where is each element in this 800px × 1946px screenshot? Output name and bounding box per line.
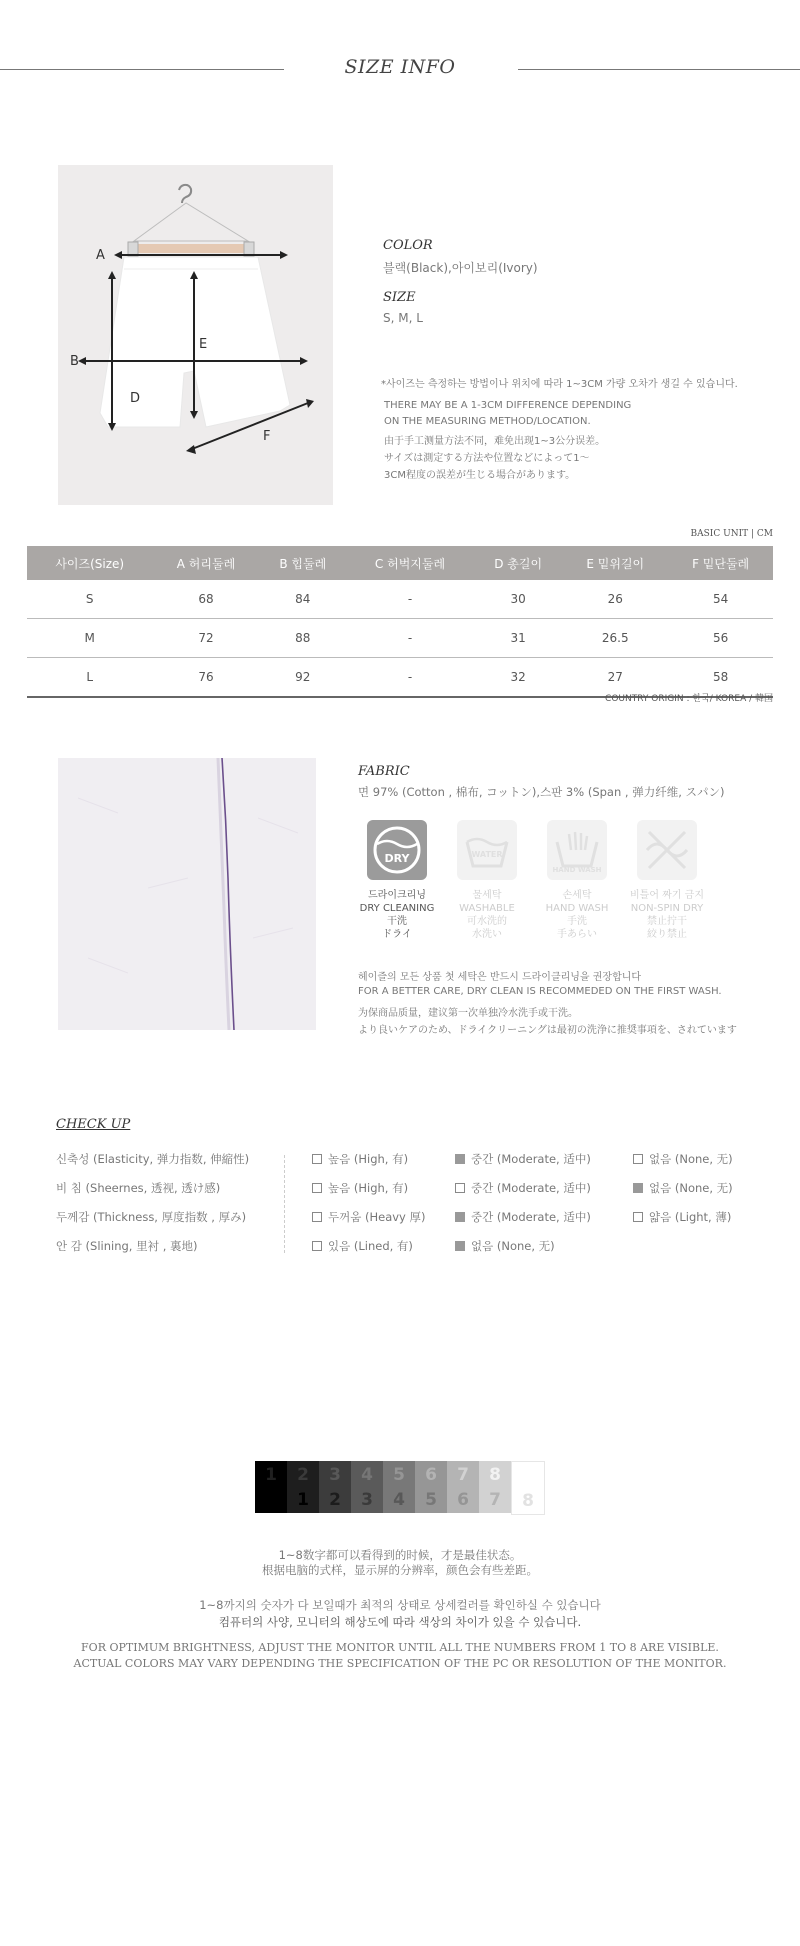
swatch-number-top: 5 [393, 1465, 405, 1485]
brightness-swatch [383, 1461, 415, 1513]
fabric-closeup [58, 758, 316, 1030]
size-note-en-1: THERE MAY BE A 1-3CM DIFFERENCE DEPENDING [384, 400, 632, 411]
table-cell: 30 [474, 580, 562, 619]
col-rise: E 밑위길이 [562, 546, 668, 580]
checkup-label-sheerness: 비 침 (Sheernes, 透视, 透け感) [56, 1181, 221, 1195]
checkbox-empty [312, 1212, 322, 1222]
size-note-en-2: ON THE MEASURING METHOD/LOCATION. [384, 416, 591, 427]
brightness-swatch [287, 1461, 319, 1513]
checkup-option: 중간 (Moderate, 适中) [455, 1151, 591, 1167]
care-label-dry: 드라이크리닝 DRY CLEANING 干洗 ドライ [359, 890, 435, 940]
checkup-option: 없음 (None, 无) [633, 1151, 733, 1167]
dry-clean-icon [367, 820, 427, 880]
swatch-number-bottom: 8 [522, 1491, 534, 1511]
table-cell: 72 [152, 619, 259, 658]
care-notice-en: FOR A BETTER CARE, DRY CLEAN IS RECOMMEDED ON THE FIRST WASH. [358, 986, 722, 997]
swatch-number-top: 7 [457, 1465, 469, 1485]
measure-label-a: A [96, 248, 105, 263]
monitor-note-ko-2: 컴퓨터의 사양, 모니터의 해상도에 따라 색상의 차이가 있을 수 있습니다. [218, 1615, 582, 1629]
checkup-divider [284, 1155, 285, 1253]
care-label-spin: 비틀어 짜기 금지 NON-SPIN DRY 禁止拧干 絞り禁止 [630, 890, 704, 940]
care-notice-ko: 헤이즐의 모든 상품 첫 세탁은 반드시 드라이클리닝을 권장합니다 [358, 972, 642, 983]
checkup-option: 높음 (High, 有) [312, 1180, 408, 1196]
size-value: S, M, L [383, 311, 423, 325]
checkbox-empty [633, 1154, 643, 1164]
checkbox-filled [455, 1154, 465, 1164]
no-spin-dry-glyph [637, 820, 697, 880]
brightness-swatch [415, 1461, 447, 1513]
no-spin-dry-icon [637, 820, 697, 880]
table-cell: 56 [668, 619, 773, 658]
table-cell: 88 [260, 619, 347, 658]
swatch-number-top: 8 [489, 1465, 501, 1485]
col-length: D 총길이 [474, 546, 562, 580]
table-row [27, 619, 773, 658]
table-cell: 32 [474, 658, 562, 698]
col-waist: A 허리둘레 [152, 546, 259, 580]
checkup-title: CHECK UP [56, 1117, 131, 1132]
checkbox-filled [455, 1241, 465, 1251]
table-cell: 54 [668, 580, 773, 619]
monitor-note-cn-1: 1~8数字都可以看得到的时候，才是最佳状态。 [278, 1548, 522, 1562]
swatch-number-top: 4 [361, 1465, 373, 1485]
swatch-number-bottom: 4 [393, 1490, 405, 1510]
checkup-option: 두꺼움 (Heavy 厚) [312, 1209, 426, 1225]
monitor-note-en-2: ACTUAL COLORS MAY VARY DEPENDING THE SPECIFICATION OF THE PC OR RESOLUTION OF THE MONITOR. [73, 1657, 727, 1670]
table-cell: - [346, 658, 474, 698]
table-cell: 92 [260, 658, 347, 698]
checkbox-empty [633, 1212, 643, 1222]
swatch-number-bottom: 7 [489, 1490, 501, 1510]
swatch-number-bottom: 6 [457, 1490, 469, 1510]
table-cell: - [346, 580, 474, 619]
checkup-option: 얇음 (Light, 薄) [633, 1209, 731, 1225]
table-row [27, 580, 773, 619]
size-table-header [27, 546, 773, 580]
checkbox-filled [633, 1183, 643, 1193]
care-label-water: 물세탁 WASHABLE 可水洗的 水洗い [459, 890, 515, 940]
care-notice-jp: より良いケアのため、ドライクリーニングは最初の洗浄に推奨事項を、されています [358, 1025, 737, 1036]
monitor-note-ko-1: 1~8까지의 숫자가 다 보일때가 최적의 상태로 상세컬러를 확인하실 수 있습니다 [199, 1598, 601, 1612]
size-note-ko: *사이즈는 측정하는 방법이나 위치에 따라 1~3CM 가량 오차가 생길 수 있습니다. [381, 379, 738, 390]
size-table [27, 546, 773, 698]
checkup-label-elasticity: 신축성 (Elasticity, 弹力指数, 伸縮性) [56, 1152, 250, 1166]
checkup-option: 높음 (High, 有) [312, 1151, 408, 1167]
checkup-option: 있음 (Lined, 有) [312, 1238, 413, 1254]
care-label-hand: 손세탁 HAND WASH 手洗 手あらい [545, 890, 609, 940]
wash-tub-icon [457, 820, 517, 880]
checkup-label-lining: 안 감 (Slining, 里衬 , 裏地) [56, 1239, 198, 1253]
size-note-jp-2: 3CM程度の誤差が生じる場合があります。 [384, 470, 576, 481]
table-cell: 31 [474, 619, 562, 658]
checkbox-filled [455, 1212, 465, 1222]
checkup-option: 없음 (None, 无) [455, 1238, 555, 1254]
monitor-note-cn-2: 根据电脑的式样，显示屏的分辨率，颜色会有些差距。 [262, 1563, 538, 1577]
table-cell: - [346, 619, 474, 658]
hand-wash-badge: HAND WASH [552, 866, 602, 874]
table-cell: S [27, 580, 152, 619]
size-note-cn: 由于手工测量方法不同，难免出现1~3公分误差。 [384, 436, 606, 447]
checkup-label-thickness: 두께감 (Thickness, 厚度指数 , 厚み) [56, 1210, 247, 1224]
checkbox-empty [312, 1241, 322, 1251]
table-cell: M [27, 619, 152, 658]
fabric-value: 면 97% (Cotton , 棉布, コットン),스판 3% (Span , 弹力纤维, スパン) [358, 785, 725, 799]
col-size: 사이즈(Size) [27, 546, 152, 580]
brightness-swatch [319, 1461, 351, 1513]
color-value: 블랙(Black),아이보리(Ivory) [383, 261, 538, 275]
swatch-number-top: 2 [297, 1465, 309, 1485]
col-hem: F 밑단둘레 [668, 546, 773, 580]
garment-diagram [58, 165, 333, 505]
size-note-jp-1: サイズは測定する方法や位置などによって1～ [384, 453, 590, 464]
swatch-number-bottom: 5 [425, 1490, 437, 1510]
checkbox-empty [312, 1154, 322, 1164]
table-cell: 58 [668, 658, 773, 698]
brightness-swatch [351, 1461, 383, 1513]
swatch-number-bottom: 3 [361, 1490, 373, 1510]
country-origin: COUNTRY ORIGIN : 한국/ KOREA / 韓国 [605, 694, 773, 704]
swatch-number-bottom: 1 [297, 1490, 309, 1510]
unit-label: BASIC UNIT | CM [690, 529, 773, 539]
fabric-heading: FABRIC [358, 764, 410, 779]
table-cell: 68 [152, 580, 259, 619]
table-cell: 26 [562, 580, 668, 619]
garment-illustration [58, 165, 333, 505]
col-hip: B 힙둘레 [260, 546, 347, 580]
checkup-option: 중간 (Moderate, 适中) [455, 1180, 591, 1196]
swatch-number-top: 1 [265, 1465, 277, 1485]
monitor-note-en-1: FOR OPTIMUM BRIGHTNESS, ADJUST THE MONITOR UNTIL ALL THE NUMBERS FROM 1 TO 8 ARE VISIBLE. [81, 1641, 719, 1654]
fabric-seam-illustration [58, 758, 316, 1030]
brightness-swatch [255, 1461, 287, 1513]
col-thigh: C 허벅지둘레 [346, 546, 474, 580]
measure-label-d: D [130, 391, 141, 406]
size-heading: SIZE [383, 290, 416, 305]
table-cell: 76 [152, 658, 259, 698]
wash-tub-badge: WATER [471, 850, 503, 859]
dry-clean-badge: DRY [384, 852, 410, 865]
page-title: SIZE INFO [344, 56, 456, 78]
care-notice-cn: 为保商品质量，建议第一次单独冷水洗手或干洗。 [358, 1008, 578, 1019]
table-cell: 26.5 [562, 619, 668, 658]
measure-label-f: F [263, 429, 271, 444]
checkup-option: 중간 (Moderate, 适中) [455, 1209, 591, 1225]
hand-wash-icon [547, 820, 607, 880]
checkbox-empty [455, 1183, 465, 1193]
table-cell: 84 [260, 580, 347, 619]
checkbox-empty [312, 1183, 322, 1193]
checkup-option: 없음 (None, 无) [633, 1180, 733, 1196]
dry-clean-glyph [367, 820, 427, 880]
table-cell: 27 [562, 658, 668, 698]
swatch-number-top: 3 [329, 1465, 341, 1485]
table-cell: L [27, 658, 152, 698]
swatch-number-top: 6 [425, 1465, 437, 1485]
brightness-swatch [479, 1461, 511, 1513]
swatch-number-bottom: 2 [329, 1490, 341, 1510]
brightness-swatch [447, 1461, 479, 1513]
color-heading: COLOR [383, 238, 433, 253]
brightness-swatch [511, 1461, 545, 1515]
measure-label-e: E [199, 337, 208, 352]
measure-label-b: B [70, 354, 79, 369]
